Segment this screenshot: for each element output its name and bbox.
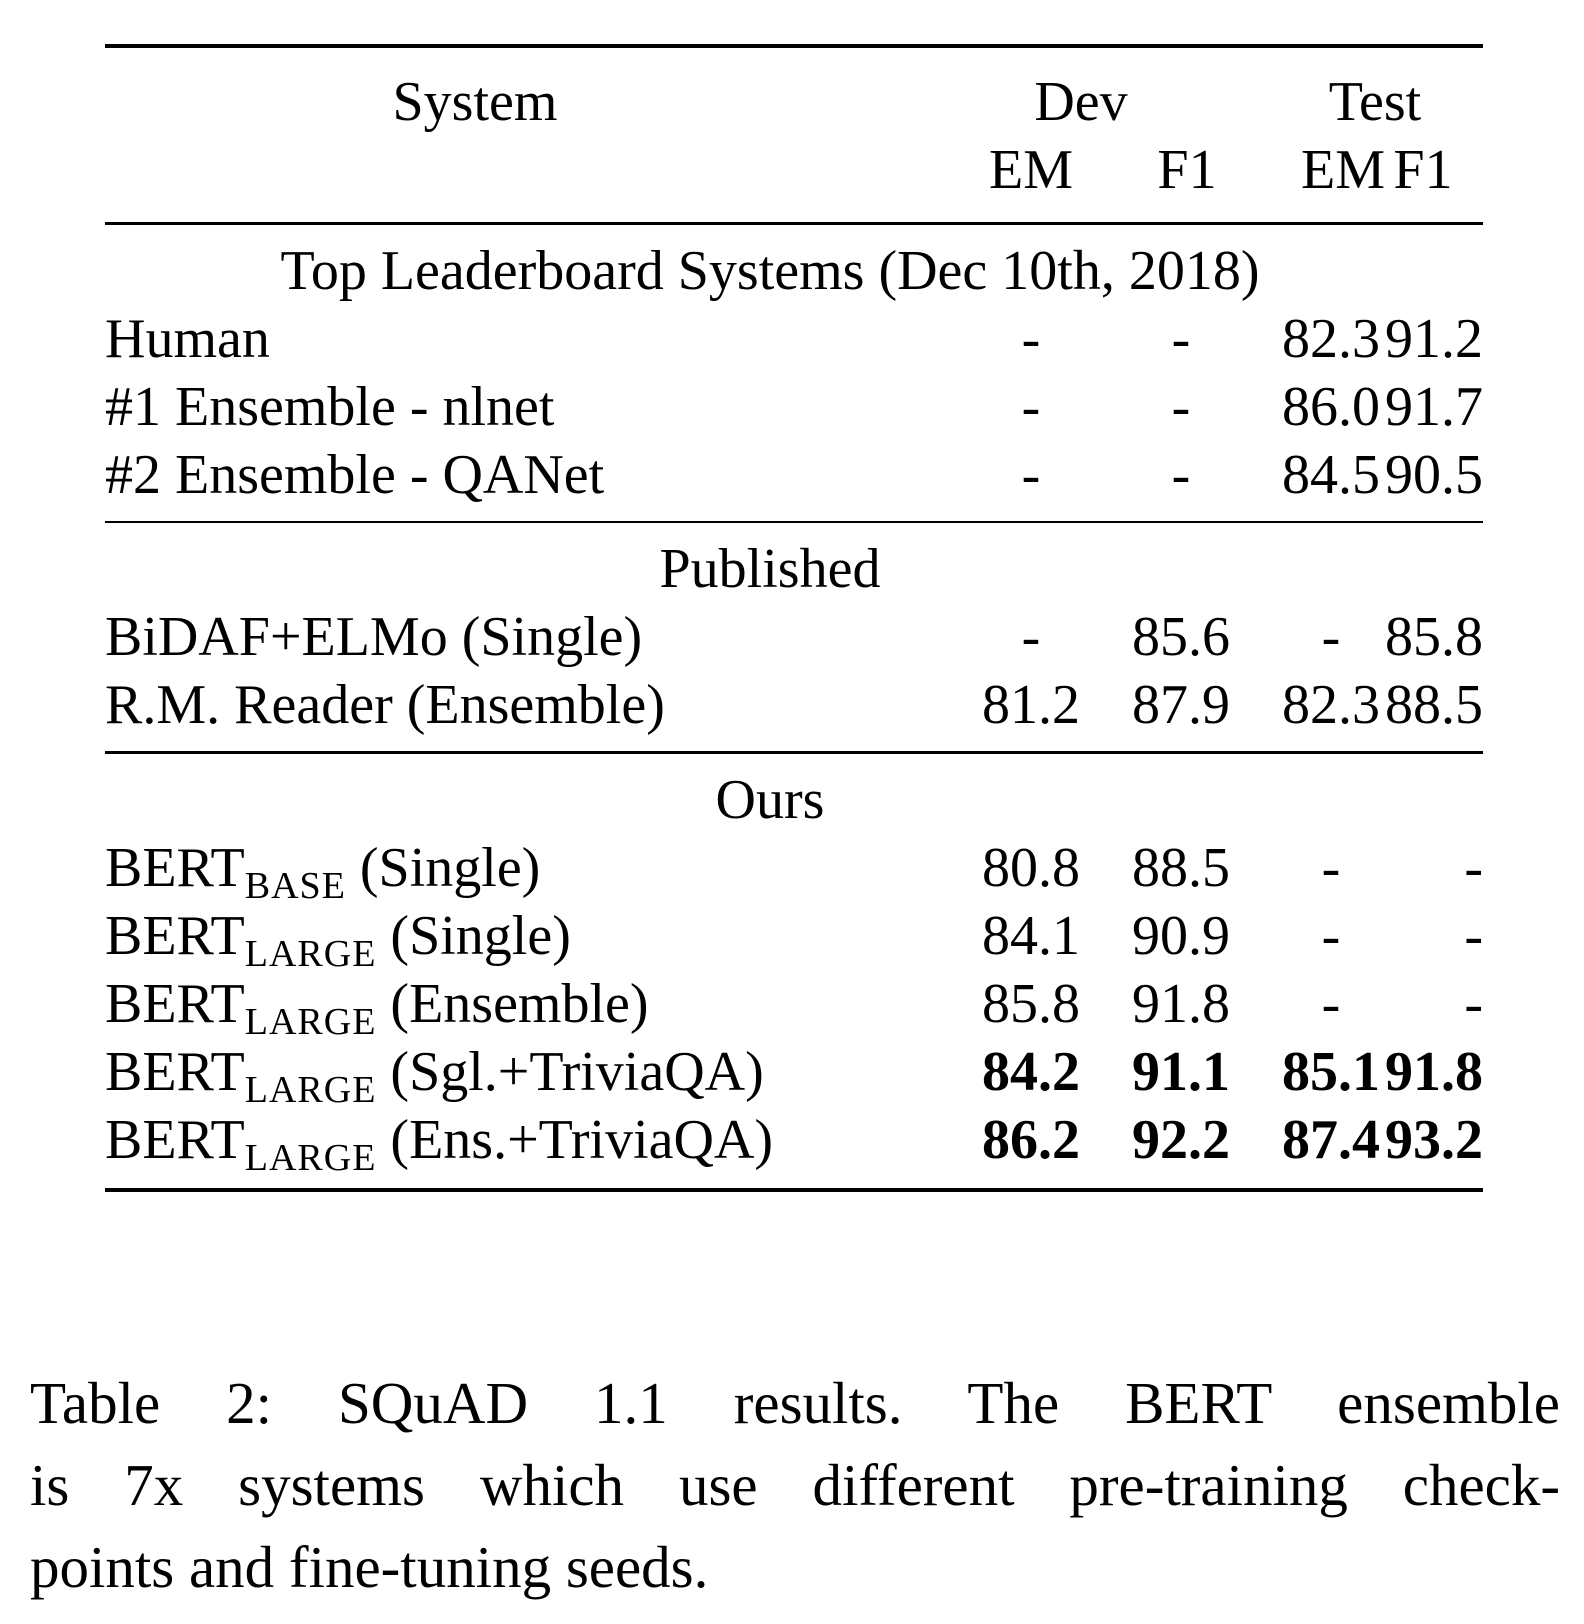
header-dev-em: EM [989,139,1073,201]
system-variant: (Ensemble) [376,972,649,1035]
test-em-cell: - [1321,836,1341,899]
dev-f1-cell: 88.5 [1132,836,1230,899]
model-size-subscript: LARGE [244,932,377,975]
caption-line-1: Table 2: SQuAD 1.1 results. The BERT ensemble [30,1370,1560,1436]
system-variant: (Sgl.+TriviaQA) [376,1040,764,1103]
test-f1-cell: - [1464,904,1483,967]
table-row [105,373,1483,441]
section-header-row [105,535,1483,603]
system-name-text: BERT [105,1040,245,1103]
dev-em-cell: - [1021,375,1041,438]
caption-line-2: is 7x systems which use different pre-training check- [30,1452,1560,1518]
test-em-cell: 82.3 [1282,307,1380,370]
test-em-cell: 86.0 [1282,375,1380,438]
dev-em-cell: 84.1 [982,904,1080,967]
section-rule [105,521,1483,524]
system-name [105,603,642,671]
test-f1-cell: 93.2 [1385,1108,1483,1171]
table-row [105,970,1483,1043]
table-row [105,305,1483,373]
dev-f1-cell: 91.1 [1132,1040,1230,1103]
system-name [105,970,649,1044]
test-em-cell: 87.4 [1282,1108,1380,1171]
system-name [105,305,270,373]
system-name-text: BiDAF+ELMo (Single) [105,606,643,668]
dev-em-cell: 81.2 [982,674,1080,736]
dev-f1-cell: - [1171,375,1191,438]
header-test-em: EM [1301,139,1385,201]
test-f1-cell: - [1464,972,1483,1035]
dev-f1-cell: 87.9 [1132,674,1230,736]
results-table [105,44,1483,1192]
system-variant: (Ens.+TriviaQA) [376,1108,774,1171]
model-size-subscript: LARGE [244,1068,377,1111]
header-test: Test [1328,71,1422,133]
test-f1-cell: 91.2 [1385,307,1483,370]
system-variant: (Single) [376,904,571,967]
table-row [105,1106,1483,1179]
dev-em-cell: 85.8 [982,972,1080,1035]
test-em-cell: - [1321,972,1341,1035]
model-size-subscript: LARGE [244,1000,377,1043]
bottom-rule [105,1188,1483,1192]
table-row [105,671,1483,739]
system-name [105,902,571,976]
dev-f1-cell: - [1171,307,1191,370]
system-variant: (Single) [345,836,541,899]
system-name-text: #1 Ensemble - nlnet [105,375,555,438]
test-em-cell: 82.3 [1282,674,1380,736]
section-rule [105,751,1483,754]
test-em-cell: - [1321,606,1341,668]
system-name-text: BERT [105,1108,245,1171]
table-row [105,834,1483,907]
dev-f1-cell: 90.9 [1132,904,1230,967]
system-name [105,834,540,908]
dev-em-cell: - [1021,307,1041,370]
system-name-text: R.M. Reader (Ensemble) [105,674,665,736]
table-row [105,1038,1483,1111]
test-f1-cell: 91.7 [1385,375,1483,438]
test-f1-cell: 90.5 [1385,443,1483,506]
test-f1-cell: 91.8 [1385,1040,1483,1103]
system-name [105,1038,764,1112]
header-row-1 [105,68,1483,136]
table-row [105,441,1483,509]
section-title: Published [659,538,881,600]
system-name-text: BERT [105,836,245,899]
header-row-2 [105,136,1483,204]
header-dev: Dev [1034,71,1128,133]
section-header-row [105,766,1483,834]
dev-f1-cell: 92.2 [1132,1108,1230,1171]
system-name [105,671,665,739]
dev-em-cell: 80.8 [982,836,1080,899]
table-caption [30,1362,1560,1608]
test-em-cell: - [1321,904,1341,967]
dev-em-cell: 84.2 [982,1040,1080,1103]
caption-line-3: points and fine-tuning seeds. [30,1534,709,1600]
test-em-cell: 85.1 [1282,1040,1380,1103]
table-row [105,603,1483,671]
section-header-row [105,237,1483,305]
section-rule [105,222,1483,225]
dev-em-cell: - [1021,443,1041,506]
header-test-f1: F1 [1393,139,1453,201]
test-em-cell: 84.5 [1282,443,1380,506]
system-name-text: Human [105,307,270,370]
dev-f1-cell: 85.6 [1132,606,1230,668]
system-name [105,1106,773,1180]
table-row [105,902,1483,975]
dev-em-cell: 86.2 [982,1108,1080,1171]
system-name-text: BERT [105,972,245,1035]
section-title: Top Leaderboard Systems (Dec 10th, 2018) [280,239,1260,302]
top-rule [105,44,1483,48]
system-name [105,373,554,441]
section-title: Ours [715,768,825,831]
header-dev-f1: F1 [1157,139,1217,201]
dev-em-cell: - [1021,606,1041,668]
system-name [105,441,604,509]
system-name-text: BERT [105,904,245,967]
test-f1-cell: 85.8 [1385,606,1483,668]
dev-f1-cell: - [1171,443,1191,506]
system-name-text: #2 Ensemble - QANet [105,443,605,506]
test-f1-cell: - [1464,836,1483,899]
test-f1-cell: 88.5 [1385,674,1483,736]
model-size-subscript: LARGE [244,1136,377,1179]
model-size-subscript: BASE [244,864,346,907]
dev-f1-cell: 91.8 [1132,972,1230,1035]
table-body [105,222,1483,1179]
header-system: System [392,71,558,133]
